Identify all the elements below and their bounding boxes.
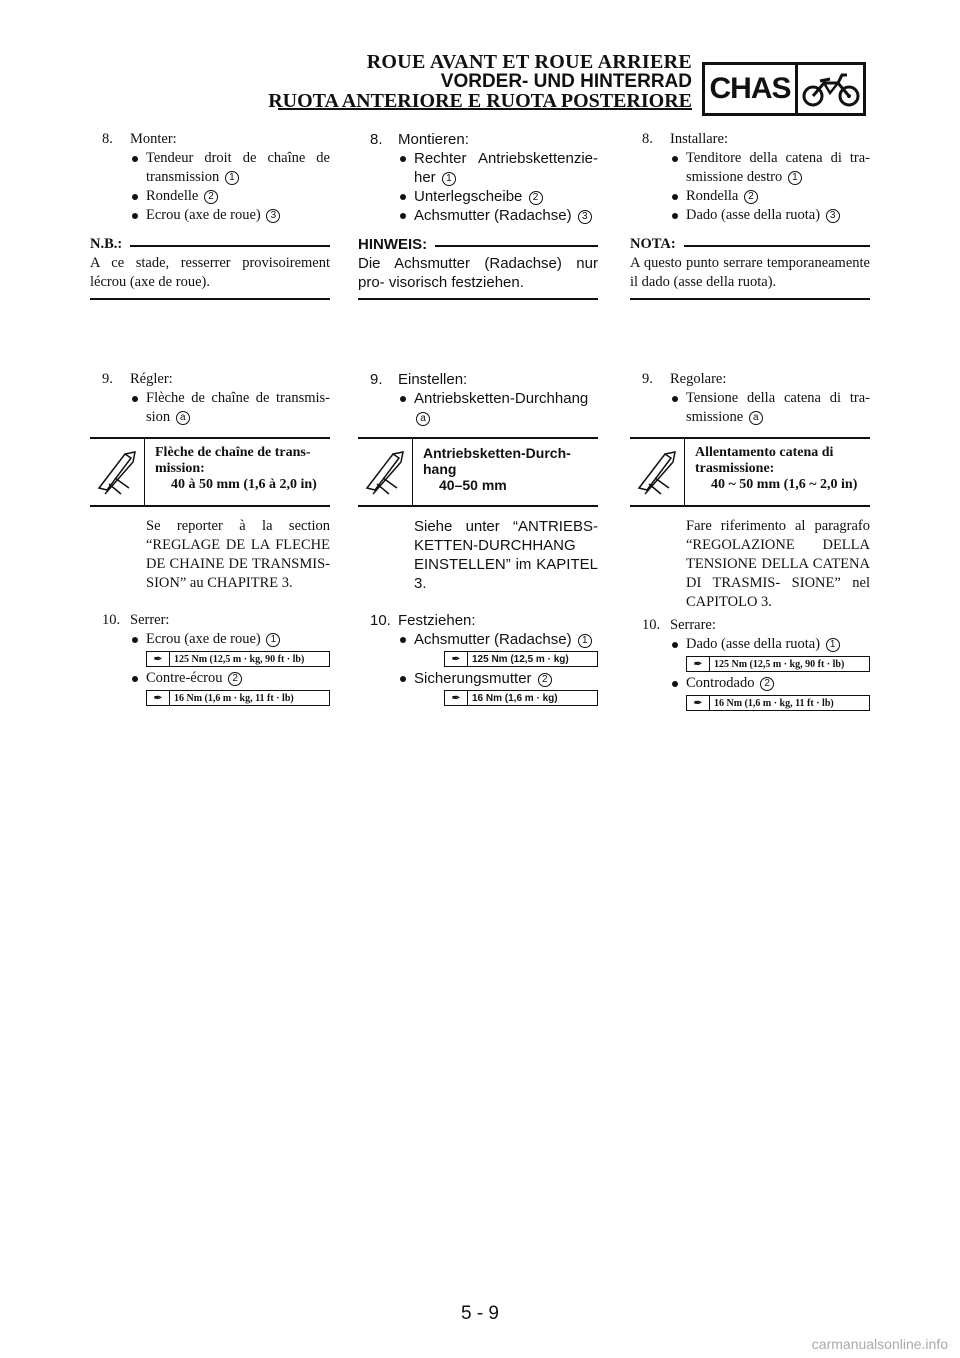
list-item [90, 630, 330, 649]
spec-label: Flèche de chaîne de trans- [155, 445, 311, 460]
list-item [358, 206, 598, 225]
section-badge-label: CHAS [705, 65, 798, 113]
callout-marker: 3 [266, 209, 280, 223]
column-fr [90, 130, 330, 708]
reference-text: Se reporter à la section “REGLAGE DE LA FLECHE DE CHAINE DE TRANSMIS- SION” au CHAPITRE 3. [146, 518, 330, 591]
step-title: Festziehen: [398, 612, 476, 629]
callout-marker: 2 [538, 673, 552, 687]
motorcycle-icon [798, 65, 863, 113]
step-title: Régler: [130, 371, 173, 387]
item-text: Contre-écrou [146, 670, 223, 686]
list-item [358, 630, 598, 649]
torque-value: 16 Nm (1,6 m · kg) [472, 692, 558, 704]
callout-marker: 2 [204, 190, 218, 204]
spec-value: 40–50 mm [439, 477, 507, 493]
callout-marker: 2 [228, 672, 242, 686]
step-8 [630, 130, 870, 149]
section-badge [702, 62, 866, 116]
callout-marker: 1 [266, 633, 280, 647]
callout-marker: 3 [826, 209, 840, 223]
torque-spec [686, 656, 870, 672]
header-rule [278, 108, 692, 110]
column-it [630, 130, 870, 713]
step-title: Monter: [130, 131, 177, 147]
torque-value: 16 Nm (1,6 m · kg, 11 ft · lb) [174, 692, 294, 704]
item-text: Ecrou (axe de roue) [146, 631, 261, 647]
callout-marker: 2 [744, 190, 758, 204]
list-item [630, 149, 870, 187]
title-de: VORDER- UND HINTERRAD [440, 71, 692, 92]
step-10 [630, 616, 870, 635]
spec-box [90, 437, 330, 507]
item-text: Flèche de chaîne de transmis- sion [146, 390, 330, 425]
note-heading: N.B.: [90, 236, 123, 252]
reference-text: Fare riferimento al paragrafo “REGOLAZIONE DELLA TENSIONE DELLA CATENA DI TRASMIS- SIONE” nel CAPITOLO 3. [686, 518, 870, 610]
note-box [630, 235, 870, 300]
step-title: Regolare: [670, 371, 727, 387]
list-item [630, 187, 870, 206]
step-8 [90, 130, 330, 149]
torque-spec [146, 690, 330, 706]
step-number: 8. [102, 131, 113, 147]
item-text: Tenditore della catena di tra- smissione destro [686, 150, 870, 185]
callout-marker: 3 [578, 210, 592, 224]
callout-marker: 1 [788, 171, 802, 185]
list-item [90, 389, 330, 427]
torque-spec [146, 651, 330, 667]
list-item [90, 206, 330, 225]
wrench-icon: ✒ [147, 652, 170, 666]
step-title: Installare: [670, 131, 728, 147]
caliper-icon [358, 439, 413, 505]
item-text: Achsmutter (Radachse) [414, 631, 572, 648]
list-item [358, 187, 598, 206]
list-item [90, 669, 330, 688]
item-text: Sicherungsmutter [414, 670, 532, 687]
page-header [268, 52, 692, 111]
spec-box [630, 437, 870, 507]
torque-value: 125 Nm (12,5 m · kg) [472, 653, 569, 665]
step-number: 8. [642, 131, 653, 147]
spec-value: 40 ~ 50 mm (1,6 ~ 2,0 in) [711, 477, 858, 492]
callout-marker: a [416, 412, 430, 426]
callout-marker: 1 [826, 638, 840, 652]
list-item [630, 635, 870, 654]
item-text: Rechter Antriebskettenzie- her [414, 150, 598, 186]
item-text: Unterlegscheibe [414, 188, 523, 205]
note-heading: HINWEIS: [358, 236, 428, 253]
step-number: 9. [642, 371, 653, 387]
step-10 [358, 611, 598, 630]
step-8 [358, 130, 598, 149]
callout-marker: 2 [529, 191, 543, 205]
spec-label: trasmissione: [695, 461, 775, 476]
step-number: 10. [102, 612, 121, 628]
callout-marker: 1 [442, 172, 456, 186]
callout-marker: 2 [760, 677, 774, 691]
title-fr: ROUE AVANT ET ROUE ARRIERE [366, 51, 692, 73]
spec-label: Antriebsketten-Durch- [423, 445, 571, 461]
list-item [630, 389, 870, 427]
list-item [358, 389, 598, 427]
note-text: A questo punto serrare temporaneamente il dado (asse della ruota). [630, 255, 870, 290]
item-text: Antriebsketten-Durchhang [414, 390, 589, 407]
list-item [358, 149, 598, 187]
torque-value: 125 Nm (12,5 m · kg, 90 ft · lb) [174, 653, 305, 665]
note-heading: NOTA: [630, 236, 676, 252]
spec-value: 40 à 50 mm (1,6 à 2,0 in) [171, 477, 317, 492]
step-number: 9. [102, 371, 113, 387]
step-number: 10. [642, 617, 661, 633]
item-text: Achsmutter (Radachse) [414, 207, 572, 224]
wrench-icon: ✒ [445, 691, 468, 705]
item-text: Tendeur droit de chaîne de transmission [146, 150, 330, 185]
spec-box [358, 437, 598, 507]
step-number: 8. [370, 131, 383, 148]
step-number: 10. [370, 612, 391, 629]
torque-value: 125 Nm (12,5 m · kg, 90 ft · lb) [714, 658, 845, 670]
step-title: Serrare: [670, 617, 716, 633]
watermark: carmanualsonline.info [811, 1336, 948, 1352]
note-box [90, 235, 330, 300]
item-text: Controdado [686, 675, 755, 691]
caliper-icon [630, 439, 685, 505]
item-text: Tensione della catena di tra- smissione [686, 390, 870, 425]
torque-value: 16 Nm (1,6 m · kg, 11 ft · lb) [714, 697, 834, 709]
callout-marker: a [749, 411, 763, 425]
item-text: Dado (asse della ruota) [686, 207, 821, 223]
step-9 [358, 370, 598, 389]
column-de [358, 130, 598, 708]
step-title: Einstellen: [398, 371, 468, 388]
wrench-icon: ✒ [687, 657, 710, 671]
wrench-icon: ✒ [687, 696, 710, 710]
step-number: 9. [370, 371, 383, 388]
item-text: Rondelle [146, 188, 199, 204]
spec-label: mission: [155, 461, 205, 476]
callout-marker: 1 [225, 171, 239, 185]
item-text: Dado (asse della ruota) [686, 636, 821, 652]
step-title: Serrer: [130, 612, 170, 628]
list-item [630, 206, 870, 225]
page-number: 5 - 9 [460, 1303, 500, 1324]
step-title: Montieren: [398, 131, 469, 148]
callout-marker: 1 [578, 634, 592, 648]
spec-label: Allentamento catena di [695, 445, 834, 460]
wrench-icon: ✒ [445, 652, 468, 666]
torque-spec [686, 695, 870, 711]
step-10 [90, 611, 330, 630]
note-box [358, 235, 598, 300]
spec-label: hang [423, 461, 457, 477]
list-item [90, 187, 330, 206]
list-item [630, 674, 870, 693]
torque-spec [444, 690, 598, 706]
item-text: Rondella [686, 188, 739, 204]
list-item [90, 149, 330, 187]
callout-marker: a [176, 411, 190, 425]
reference-text: Siehe unter “ANTRIEBS- KETTEN-DURCHHANG EINSTELLEN” im KAPITEL 3. [414, 518, 598, 592]
title-it: RUOTA ANTERIORE E RUOTA POSTERIORE [268, 90, 692, 112]
caliper-icon [90, 439, 145, 505]
list-item [358, 669, 598, 688]
note-text: Die Achsmutter (Radachse) nur pro- visorisch festziehen. [358, 255, 598, 291]
torque-spec [444, 651, 598, 667]
wrench-icon: ✒ [147, 691, 170, 705]
note-text: A ce stade, resserrer provisoirement lécrou (axe de roue). [90, 255, 330, 290]
step-9 [630, 370, 870, 389]
item-text: Ecrou (axe de roue) [146, 207, 261, 223]
step-9 [90, 370, 330, 389]
